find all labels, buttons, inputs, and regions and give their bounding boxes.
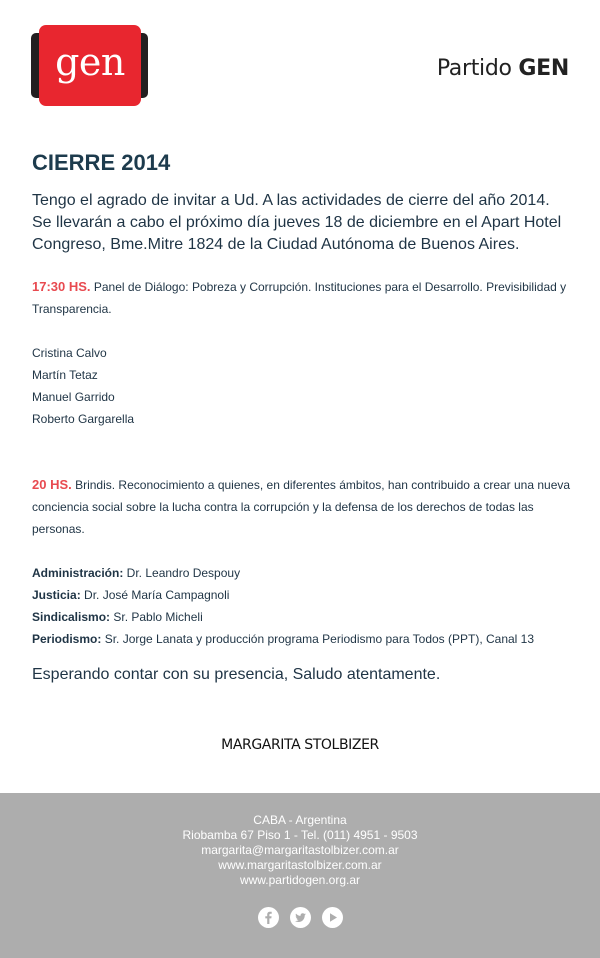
honoree-item [32, 628, 572, 650]
social-links [0, 907, 600, 928]
brand-bold: GEN [518, 56, 569, 81]
honoree-category: Justicia: [32, 588, 81, 602]
footer-website-link[interactable]: www.margaritastolbizer.com.ar [218, 858, 382, 872]
panelist-item: Cristina Calvo [32, 346, 107, 360]
honoree-category: Administración: [32, 566, 124, 580]
intro-paragraph: Tengo el agrado de invitar a Ud. A las actividades de cierre del año 2014. Se llevarán a cabo el próximo día jueves 18 de diciembre en el Apart Hotel Congreso, Bme.Mitre 1824 de la Ciudad Autónoma de Buenos Aires. [32, 192, 562, 253]
youtube-icon[interactable] [322, 907, 343, 928]
footer-address: Riobamba 67 Piso 1 - Tel. (011) 4951 - 9503 [182, 828, 418, 842]
closing-paragraph: Esperando contar con su presencia, Saludo atentamente. [32, 666, 441, 683]
footer-email-link[interactable]: margarita@margaritastolbizer.com.ar [201, 843, 399, 857]
honoree-item [32, 584, 572, 606]
event-2-description: Brindis. Reconocimiento a quienes, en diferentes ámbitos, han contribuido a crear una nueva conciencia social sobre la lucha contra la corrupción y la defensa de los derechos de todas las personas. [32, 478, 571, 536]
honoree-list [32, 562, 572, 650]
footer-contact [0, 793, 600, 888]
twitter-icon[interactable] [290, 907, 311, 928]
honoree-category: Periodismo: [32, 632, 102, 646]
gen-logo[interactable] [31, 25, 148, 106]
logo-text: gen [55, 39, 125, 84]
event-2 [32, 474, 572, 540]
honoree-item [32, 562, 572, 584]
panelist-item: Roberto Gargarella [32, 412, 135, 426]
signature: MARGARITA STOLBIZER [221, 737, 379, 753]
panelist-list [32, 342, 572, 430]
honoree-category: Sindicalismo: [32, 610, 111, 624]
email-body [32, 148, 572, 686]
brand-name [437, 56, 569, 81]
event-1-description: Panel de Diálogo: Pobreza y Corrupción. Instituciones para el Desarrollo. Previsibilidad y Transparencia. [32, 280, 567, 316]
footer-location: CABA - Argentina [253, 813, 347, 827]
honoree-name: Dr. Leandro Despouy [123, 566, 241, 580]
panelist-item: Manuel Garrido [32, 390, 115, 404]
honoree-name: Dr. José María Campagnoli [80, 588, 230, 602]
honoree-item [32, 606, 572, 628]
footer-party-website-link[interactable]: www.partidogen.org.ar [239, 873, 361, 887]
event-1-time: 17:30 HS. [32, 279, 91, 294]
brand-regular: Partido [436, 56, 519, 81]
email-header [0, 0, 600, 130]
logo-square [39, 25, 141, 106]
event-2-time: 20 HS. [32, 477, 72, 492]
email-footer [0, 793, 600, 958]
panelist-item: Martín Tetaz [32, 368, 98, 382]
page-title: CIERRE 2014 [32, 150, 171, 175]
facebook-icon[interactable] [258, 907, 279, 928]
honoree-name: Sr. Jorge Lanata y producción programa Periodismo para Todos (PPT), Canal 13 [101, 632, 535, 646]
honoree-name: Sr. Pablo Micheli [110, 610, 203, 624]
event-1 [32, 276, 572, 320]
